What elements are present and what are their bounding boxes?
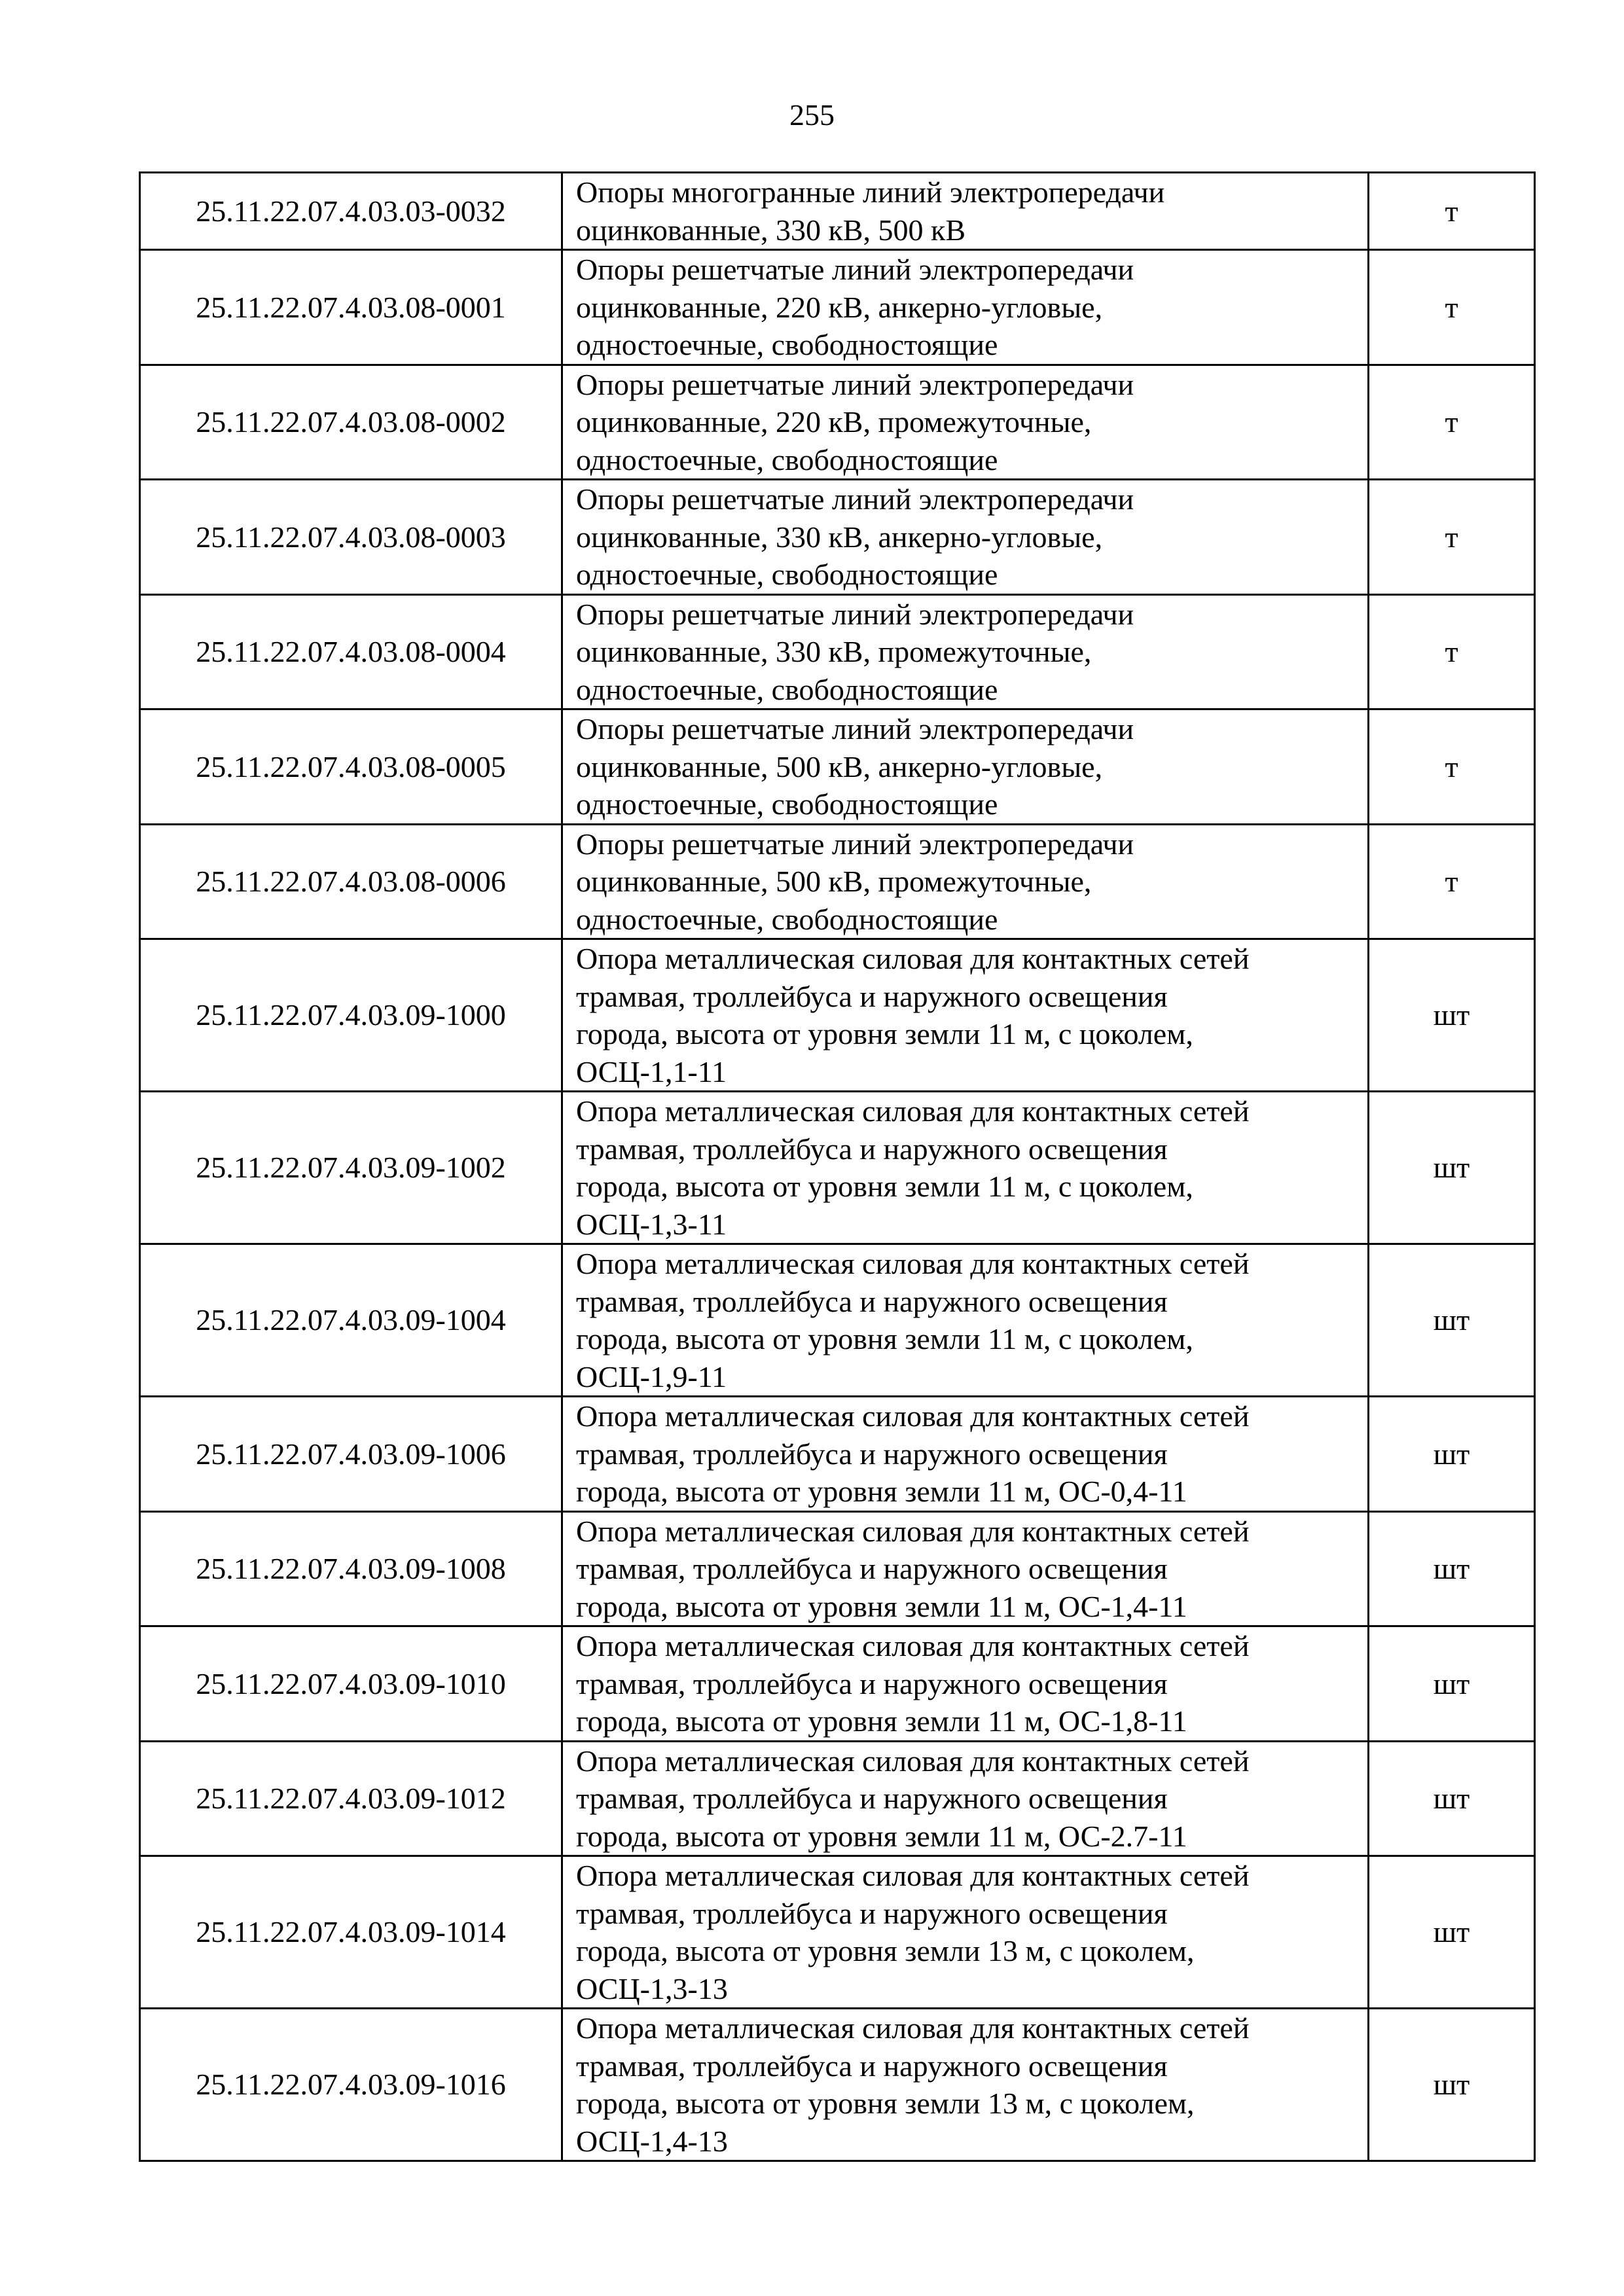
unit-of-measure: шт	[1369, 1856, 1535, 2009]
resource-name-line: Опоры решетчатые линий электропередачи	[576, 712, 1134, 745]
resource-name-line: ОСЦ-1,4-13	[576, 2124, 728, 2158]
resource-code: 25.11.22.07.4.03.08-0001	[140, 250, 562, 365]
resource-name-line: одностоечные, свободностоящие	[576, 558, 998, 591]
table-row	[140, 939, 1535, 1092]
resource-name	[562, 939, 1369, 1092]
resource-code: 25.11.22.07.4.03.09-1000	[140, 939, 562, 1092]
table-row	[140, 709, 1535, 825]
table-row	[140, 1626, 1535, 1742]
resource-name	[562, 1092, 1369, 1244]
resource-name	[562, 1856, 1369, 2009]
unit-of-measure: т	[1369, 365, 1535, 480]
unit-of-measure: шт	[1369, 1092, 1535, 1244]
table-row	[140, 1397, 1535, 1512]
resource-name-line: трамвая, троллейбуса и наружного освещения	[576, 1552, 1168, 1585]
resource-name-line: города, высота от уровня земли 11 м, ОС-2.7-11	[576, 1819, 1187, 1853]
unit-of-measure: шт	[1369, 1626, 1535, 1742]
resource-name-line: трамвая, троллейбуса и наружного освещения	[576, 1132, 1168, 1166]
resource-name-line: одностоечные, свободностоящие	[576, 902, 998, 936]
resource-name-line: одностоечные, свободностоящие	[576, 328, 998, 361]
resource-name-line: оцинкованные, 220 кВ, анкерно-угловые,	[576, 290, 1103, 324]
unit-of-measure: т	[1369, 480, 1535, 595]
unit-of-measure: т	[1369, 250, 1535, 365]
table-row	[140, 365, 1535, 480]
resource-code: 25.11.22.07.4.03.08-0005	[140, 709, 562, 825]
table-row	[140, 1511, 1535, 1626]
table-row	[140, 1856, 1535, 2009]
resource-name-line: Опоры решетчатые линий электропередачи	[576, 253, 1134, 286]
resource-code: 25.11.22.07.4.03.09-1010	[140, 1626, 562, 1742]
resource-name-line: города, высота от уровня земли 11 м, с цоколем,	[576, 1322, 1193, 1355]
table-row	[140, 594, 1535, 709]
resource-name-line: Опора металлическая силовая для контактных сетей	[576, 1629, 1250, 1662]
resource-code: 25.11.22.07.4.03.08-0004	[140, 594, 562, 709]
resource-name	[562, 824, 1369, 939]
resource-table	[139, 171, 1536, 2162]
resource-name-line: Опора металлическая силовая для контактных сетей	[576, 1744, 1250, 1778]
resource-code: 25.11.22.07.4.03.09-1004	[140, 1244, 562, 1397]
resource-code: 25.11.22.07.4.03.09-1008	[140, 1511, 562, 1626]
resource-code: 25.11.22.07.4.03.08-0003	[140, 480, 562, 595]
resource-name-line: оцинкованные, 330 кВ, 500 кВ	[576, 213, 966, 247]
unit-of-measure: шт	[1369, 939, 1535, 1092]
resource-name-line: трамвая, троллейбуса и наружного освещения	[576, 1284, 1168, 1318]
resource-name	[562, 365, 1369, 480]
resource-name-line: одностоечные, свободностоящие	[576, 442, 998, 476]
resource-code: 25.11.22.07.4.03.09-1006	[140, 1397, 562, 1512]
resource-name-line: трамвая, троллейбуса и наружного освещения	[576, 1896, 1168, 1930]
page-number: 255	[789, 98, 835, 132]
resource-name-line: Опора металлическая силовая для контактных сетей	[576, 1247, 1250, 1280]
table-row	[140, 1092, 1535, 1244]
resource-name	[562, 173, 1369, 250]
table-row	[140, 824, 1535, 939]
resource-name-line: Опоры решетчатые линий электропередачи	[576, 827, 1134, 861]
resource-name	[562, 2009, 1369, 2161]
resource-name-line: города, высота от уровня земли 11 м, ОС-0,4-11	[576, 1475, 1187, 1508]
resource-name	[562, 594, 1369, 709]
resource-name-line: трамвая, троллейбуса и наружного освещения	[576, 1782, 1168, 1815]
table-row	[140, 1741, 1535, 1856]
resource-name-line: Опора металлическая силовая для контактных сетей	[576, 942, 1250, 975]
resource-name-line: ОСЦ-1,9-11	[576, 1359, 727, 1393]
resource-name-line: Опора металлическая силовая для контактных сетей	[576, 1859, 1250, 1892]
resource-code: 25.11.22.07.4.03.08-0002	[140, 365, 562, 480]
resource-name-line: Опоры решетчатые линий электропередачи	[576, 597, 1134, 631]
resource-code: 25.11.22.07.4.03.09-1012	[140, 1741, 562, 1856]
resource-code: 25.11.22.07.4.03.08-0006	[140, 824, 562, 939]
resource-code: 25.11.22.07.4.03.09-1016	[140, 2009, 562, 2161]
resource-name-line: города, высота от уровня земли 13 м, с цоколем,	[576, 2087, 1195, 2120]
resource-name-line: города, высота от уровня земли 13 м, с цоколем,	[576, 1934, 1195, 1967]
resource-name	[562, 1511, 1369, 1626]
resource-code: 25.11.22.07.4.03.03-0032	[140, 173, 562, 250]
resource-name-line: оцинкованные, 330 кВ, анкерно-угловые,	[576, 520, 1103, 554]
unit-of-measure: шт	[1369, 1397, 1535, 1512]
resource-code: 25.11.22.07.4.03.09-1002	[140, 1092, 562, 1244]
unit-of-measure: т	[1369, 173, 1535, 250]
resource-name-line: оцинкованные, 500 кВ, анкерно-угловые,	[576, 749, 1103, 783]
unit-of-measure: шт	[1369, 2009, 1535, 2161]
resource-code: 25.11.22.07.4.03.09-1014	[140, 1856, 562, 2009]
resource-name	[562, 1741, 1369, 1856]
resource-name	[562, 480, 1369, 595]
resource-name-line: трамвая, троллейбуса и наружного освещения	[576, 1666, 1168, 1700]
resource-name-line: города, высота от уровня земли 11 м, с цоколем,	[576, 1170, 1193, 1203]
resource-name-line: оцинкованные, 330 кВ, промежуточные,	[576, 635, 1092, 668]
resource-name-line: Опоры решетчатые линий электропередачи	[576, 482, 1134, 516]
resource-name-line: оцинкованные, 500 кВ, промежуточные,	[576, 865, 1092, 898]
resource-name-line: одностоечные, свободностоящие	[576, 787, 998, 821]
resource-name	[562, 1244, 1369, 1397]
table-row	[140, 2009, 1535, 2161]
resource-name	[562, 250, 1369, 365]
table-row	[140, 480, 1535, 595]
resource-name	[562, 1626, 1369, 1742]
resource-name-line: оцинкованные, 220 кВ, промежуточные,	[576, 405, 1092, 439]
unit-of-measure: т	[1369, 709, 1535, 825]
resource-name-line: одностоечные, свободностоящие	[576, 672, 998, 706]
resource-name	[562, 709, 1369, 825]
resource-name	[562, 1397, 1369, 1512]
resource-name-line: ОСЦ-1,3-13	[576, 1971, 728, 2005]
unit-of-measure: т	[1369, 824, 1535, 939]
resource-name-line: трамвая, троллейбуса и наружного освещения	[576, 979, 1168, 1013]
resource-name-line: ОСЦ-1,1-11	[576, 1054, 727, 1088]
table-body	[140, 173, 1535, 2161]
unit-of-measure: т	[1369, 594, 1535, 709]
resource-name-line: города, высота от уровня земли 11 м, ОС-1,4-11	[576, 1589, 1187, 1623]
resource-name-line: трамвая, троллейбуса и наружного освещения	[576, 2049, 1168, 2083]
table-row	[140, 250, 1535, 365]
resource-name-line: Опора металлическая силовая для контактных сетей	[576, 1399, 1250, 1433]
resource-name-line: трамвая, троллейбуса и наружного освещения	[576, 1437, 1168, 1471]
table-row	[140, 1244, 1535, 1397]
unit-of-measure: шт	[1369, 1511, 1535, 1626]
table-row	[140, 173, 1535, 250]
resource-name-line: Опоры решетчатые линий электропередачи	[576, 367, 1134, 401]
resource-name-line: Опоры многогранные линий электропередачи	[576, 175, 1165, 209]
resource-name-line: города, высота от уровня земли 11 м, с цоколем,	[576, 1017, 1193, 1050]
resource-name-line: города, высота от уровня земли 11 м, ОС-1,8-11	[576, 1704, 1187, 1738]
unit-of-measure: шт	[1369, 1741, 1535, 1856]
unit-of-measure: шт	[1369, 1244, 1535, 1397]
resource-name-line: Опора металлическая силовая для контактных сетей	[576, 2011, 1250, 2045]
resource-name-line: ОСЦ-1,3-11	[576, 1207, 727, 1241]
resource-name-line: Опора металлическая силовая для контактных сетей	[576, 1094, 1250, 1128]
resource-name-line: Опора металлическая силовая для контактных сетей	[576, 1514, 1250, 1548]
